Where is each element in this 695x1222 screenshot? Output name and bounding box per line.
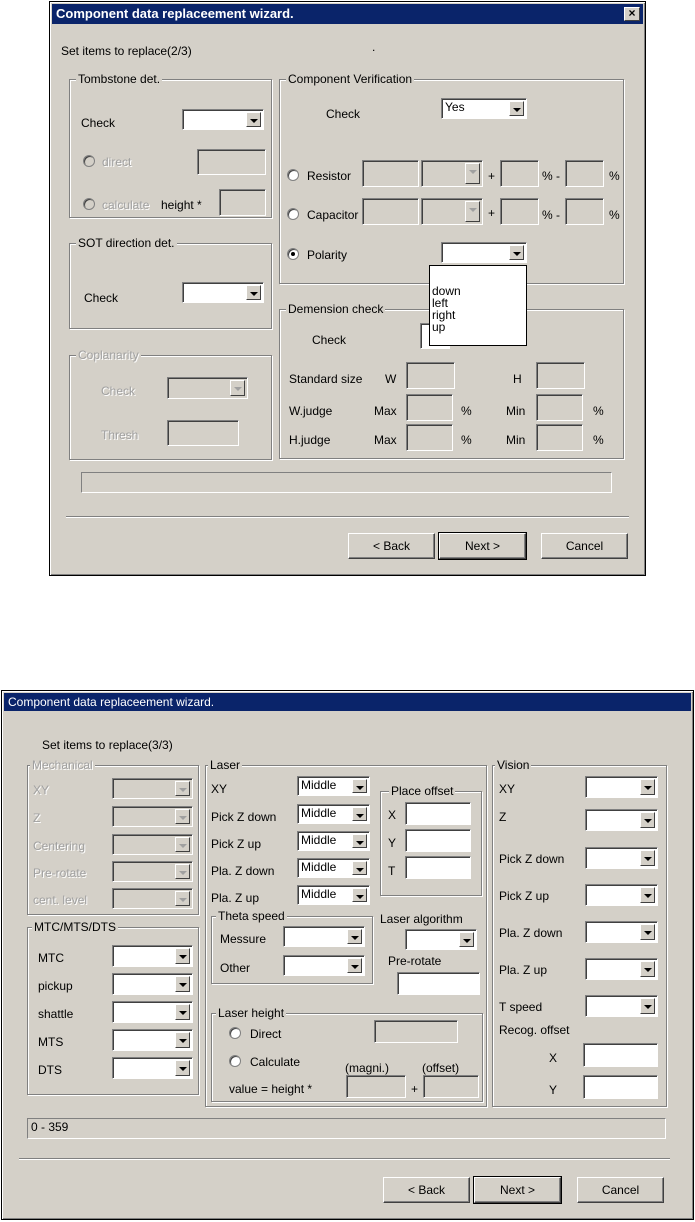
dimension-check-label: Check [312, 333, 347, 347]
mechanical-prerotate-label: Pre-rotate [33, 866, 87, 880]
cancel-button[interactable]: Cancel [541, 533, 628, 559]
vision-pickzdown-combo[interactable] [585, 847, 658, 869]
chevron-down-icon[interactable] [509, 101, 524, 116]
capacitor-minus-label: % - [542, 208, 560, 222]
place-offset-group-title: Place offset [391, 784, 454, 798]
theta-messure-combo[interactable] [283, 926, 365, 947]
chevron-down-icon[interactable] [352, 861, 367, 875]
tombstone-height-label: height * [161, 198, 202, 212]
step-label: Set items to replace(2/3) [61, 44, 192, 58]
chevron-down-icon[interactable] [175, 1004, 190, 1020]
coplanarity-group [69, 348, 272, 460]
tombstone-check-combo[interactable] [182, 109, 264, 130]
tombstone-group [69, 72, 272, 218]
recog-offset-x-input[interactable] [583, 1043, 658, 1067]
capacitor-value-input[interactable] [362, 198, 419, 225]
chevron-down-icon[interactable] [175, 948, 190, 964]
hjudge-min-input[interactable] [536, 424, 583, 451]
laser-height-direct-label: Direct [250, 1027, 282, 1041]
title-bar [4, 693, 691, 711]
tombstone-height-input[interactable] [219, 189, 266, 216]
dts-label: DTS [38, 1063, 62, 1077]
laser-height-plus-label: + [411, 1082, 419, 1096]
verification-check-label: Check [326, 107, 361, 121]
mechanical-xy-combo[interactable] [112, 778, 193, 799]
mechanical-centering-label: Centering [33, 839, 86, 853]
laser-height-direct-input[interactable] [374, 1020, 458, 1043]
laser-plazdown-combo[interactable]: Middle [297, 858, 370, 878]
chevron-down-icon[interactable] [175, 864, 190, 879]
laser-height-group [211, 1006, 483, 1102]
coplanarity-group-title: Coplanarity [78, 348, 139, 362]
vision-pickzup-combo[interactable] [585, 884, 658, 906]
chevron-down-icon[interactable] [352, 834, 367, 848]
step-label: Set items to replace(3/3) [42, 738, 173, 752]
chevron-down-icon[interactable] [465, 201, 480, 222]
resistor-unit-combo[interactable] [421, 160, 483, 187]
polarity-combo[interactable] [441, 242, 527, 263]
resistor-plus-input[interactable] [500, 160, 539, 187]
mtc-group-title: MTC/MTS/DTS [34, 920, 116, 934]
place-offset-t-label: T [388, 864, 396, 878]
chevron-down-icon[interactable] [640, 779, 655, 795]
vision-xy-label: XY [499, 782, 516, 796]
polarity-label: Polarity [307, 248, 348, 262]
vision-group [492, 758, 667, 1107]
capacitor-plus-input[interactable] [500, 198, 539, 225]
capacitor-label: Capacitor [307, 208, 359, 222]
vision-group-title: Vision [497, 758, 530, 772]
laser-xy-combo[interactable]: Middle [297, 776, 370, 796]
recog-offset-y-input[interactable] [583, 1075, 658, 1099]
theta-other-label: Other [220, 961, 251, 975]
mechanical-prerotate-combo[interactable] [112, 861, 193, 882]
vision-tspeed-combo[interactable] [585, 995, 658, 1017]
mechanical-group-title: Mechanical [32, 758, 93, 772]
std-w-input[interactable] [406, 362, 455, 389]
tombstone-direct-input[interactable] [197, 149, 266, 175]
hjudge-label: H.judge [289, 433, 331, 447]
capacitor-unit-combo[interactable] [421, 198, 483, 225]
laser-height-offset-input[interactable] [423, 1075, 479, 1098]
next-button[interactable]: Next > [439, 533, 526, 559]
chevron-down-icon[interactable] [465, 163, 480, 184]
wjudge-max-label: Max [374, 404, 397, 418]
laser-plazup-combo[interactable]: Middle [297, 885, 370, 905]
verification-group-title: Component Verification [288, 72, 413, 86]
divider [19, 1158, 670, 1160]
laser-xy-label: XY [211, 782, 228, 796]
coplanarity-thresh-input[interactable] [167, 420, 239, 446]
coplanarity-thresh-label: Thresh [101, 428, 139, 442]
wjudge-min-label: Min [506, 404, 526, 418]
polarity-option[interactable]: right [432, 308, 456, 322]
mechanical-xy-label: XY [33, 783, 50, 797]
hjudge-max-input[interactable] [406, 424, 453, 451]
mechanical-centlevel-label: cent. level [33, 893, 88, 907]
status-bar [81, 472, 612, 493]
vision-z-label: Z [499, 810, 507, 824]
resistor-minus-input[interactable] [565, 160, 604, 187]
chevron-down-icon[interactable] [347, 929, 362, 944]
chevron-down-icon[interactable] [640, 924, 655, 940]
sot-check-combo[interactable] [182, 282, 264, 303]
chevron-down-icon[interactable] [640, 850, 655, 866]
chevron-down-icon[interactable] [640, 812, 655, 828]
resistor-pct-label: % [609, 169, 620, 183]
std-h-label: H [513, 372, 522, 386]
mtc-label: MTC [38, 951, 64, 965]
recog-offset-y-label: Y [549, 1083, 558, 1097]
wjudge-max-pct: % [461, 404, 472, 418]
chevron-down-icon[interactable] [175, 891, 190, 906]
vision-pickzdown-label: Pick Z down [499, 852, 565, 866]
std-w-label: W [385, 372, 397, 386]
laser-algorithm-label: Laser algorithm [380, 912, 463, 926]
chevron-down-icon[interactable] [246, 112, 261, 127]
recog-offset-label: Recog. offset [499, 1023, 570, 1037]
window-title: Component data replaceement wizard. [8, 695, 215, 709]
theta-other-combo[interactable] [283, 955, 365, 976]
verification-check-combo[interactable]: Yes [441, 98, 527, 119]
resistor-radio[interactable] [287, 169, 299, 181]
chevron-down-icon[interactable] [459, 932, 474, 947]
sot-check-label: Check [84, 291, 119, 305]
vision-pickzup-label: Pick Z up [499, 889, 550, 903]
capacitor-radio[interactable] [287, 208, 299, 220]
std-h-input[interactable] [536, 362, 585, 389]
mtc-combo[interactable] [112, 945, 193, 967]
window-title: Component data replaceement wizard. [56, 6, 294, 21]
laser-height-magni-input[interactable] [346, 1075, 406, 1098]
chevron-down-icon[interactable] [640, 961, 655, 977]
mtc-group [27, 920, 199, 1095]
pickup-label: pickup [38, 979, 73, 993]
place-offset-x-input[interactable] [405, 802, 471, 825]
pre-rotate-label: Pre-rotate [388, 954, 442, 968]
laser-height-calculate-radio[interactable] [229, 1055, 241, 1067]
hjudge-max-label: Max [374, 433, 397, 447]
chevron-down-icon[interactable] [175, 1032, 190, 1048]
wjudge-min-pct: % [593, 404, 604, 418]
laser-group-title: Laser [210, 758, 241, 772]
place-offset-group [380, 784, 482, 896]
place-offset-t-input[interactable] [405, 856, 471, 879]
shattle-combo[interactable] [112, 1001, 193, 1023]
tombstone-group-title: Tombstone det. [78, 72, 161, 86]
laser-pickzup-combo[interactable]: Middle [297, 831, 370, 851]
chevron-down-icon[interactable] [230, 380, 245, 396]
back-button[interactable]: < Back [383, 1177, 470, 1203]
shattle-label: shattle [38, 1007, 74, 1021]
mechanical-centlevel-combo[interactable] [112, 888, 193, 909]
laser-pickzdown-combo[interactable]: Middle [297, 804, 370, 824]
vision-plazdown-label: Pla. Z down [499, 926, 563, 940]
polarity-radio[interactable] [287, 248, 299, 260]
wjudge-max-input[interactable] [406, 394, 453, 421]
wizard-window-step2 [49, 1, 646, 576]
laser-pickzup-label: Pick Z up [211, 837, 262, 851]
resistor-label: Resistor [307, 169, 352, 183]
chevron-down-icon[interactable] [352, 779, 367, 793]
dimension-group-title: Demension check [288, 302, 384, 316]
laser-height-formula-label: value = height * [229, 1082, 313, 1096]
hjudge-min-label: Min [506, 433, 526, 447]
theta-group-title: Theta speed [218, 909, 285, 923]
title-bar [52, 4, 643, 24]
mts-combo[interactable] [112, 1029, 193, 1051]
capacitor-minus-input[interactable] [565, 198, 604, 225]
theta-messure-label: Messure [220, 932, 267, 946]
coplanarity-check-label: Check [101, 384, 136, 398]
chevron-down-icon[interactable] [352, 807, 367, 821]
status-bar: 0 - 359 [27, 1118, 666, 1139]
chevron-down-icon[interactable] [347, 958, 362, 973]
theta-group [211, 909, 373, 984]
laser-algorithm-combo[interactable] [405, 929, 477, 950]
cancel-button[interactable]: Cancel [577, 1177, 664, 1203]
chevron-down-icon[interactable] [640, 998, 655, 1014]
chevron-down-icon[interactable] [175, 781, 190, 796]
laser-height-calculate-label: Calculate [250, 1055, 301, 1069]
sot-group [69, 236, 272, 329]
wjudge-min-input[interactable] [536, 394, 583, 421]
vision-tspeed-label: T speed [499, 1000, 543, 1014]
place-offset-x-label: X [388, 808, 397, 822]
polarity-option[interactable]: up [432, 320, 446, 334]
coplanarity-check-combo[interactable] [167, 377, 248, 399]
resistor-plus-label: + [488, 169, 496, 183]
laser-height-direct-radio[interactable] [229, 1027, 241, 1039]
hjudge-max-pct: % [461, 433, 472, 447]
capacitor-plus-label: + [488, 206, 496, 220]
wizard-window-step3 [1, 690, 694, 1220]
mechanical-z-label: Z [33, 811, 41, 825]
tombstone-direct-radio[interactable] [83, 155, 95, 167]
chevron-down-icon[interactable] [175, 837, 190, 852]
close-icon[interactable]: × [624, 7, 640, 21]
pre-rotate-input[interactable] [397, 972, 480, 995]
mechanical-z-combo[interactable] [112, 806, 193, 827]
wjudge-label: W.judge [289, 404, 333, 418]
place-offset-y-label: Y [388, 836, 397, 850]
mts-label: MTS [38, 1035, 64, 1049]
chevron-down-icon[interactable] [175, 1060, 190, 1076]
chevron-down-icon[interactable] [175, 809, 190, 824]
dts-combo[interactable] [112, 1057, 193, 1079]
laser-plazdown-label: Pla. Z down [211, 864, 275, 878]
vision-plazdown-combo[interactable] [585, 921, 658, 943]
pickup-combo[interactable] [112, 973, 193, 995]
polarity-option[interactable]: down [432, 284, 461, 298]
tombstone-calculate-radio[interactable] [83, 198, 95, 210]
capacitor-pct-label: % [609, 208, 620, 222]
recog-offset-x-label: X [549, 1051, 558, 1065]
chevron-down-icon[interactable] [640, 887, 655, 903]
place-offset-y-input[interactable] [405, 829, 471, 852]
verification-group [279, 72, 624, 284]
resistor-value-input[interactable] [362, 160, 419, 187]
polarity-dropdown-list [429, 265, 527, 346]
vision-plazup-label: Pla. Z up [499, 963, 548, 977]
laser-plazup-label: Pla. Z up [211, 891, 260, 905]
tombstone-check-label: Check [81, 116, 116, 130]
chevron-down-icon[interactable] [246, 285, 261, 300]
tombstone-calculate-label: calculate [102, 198, 150, 212]
laser-height-offset-label: (offset) [422, 1061, 460, 1075]
mechanical-group [27, 758, 199, 915]
laser-height-group-title: Laser height [218, 1006, 285, 1020]
dot-mark: . [372, 40, 376, 54]
mechanical-centering-combo[interactable] [112, 834, 193, 855]
standard-size-label: Standard size [289, 372, 363, 386]
resistor-minus-label: % - [542, 169, 560, 183]
next-button[interactable]: Next > [474, 1177, 561, 1203]
sot-group-title: SOT direction det. [78, 236, 175, 250]
hjudge-min-pct: % [593, 433, 604, 447]
chevron-down-icon[interactable] [509, 245, 524, 260]
vision-plazup-combo[interactable] [585, 958, 658, 980]
chevron-down-icon[interactable] [175, 976, 190, 992]
polarity-option[interactable]: left [432, 296, 449, 310]
back-button[interactable]: < Back [348, 533, 435, 559]
tombstone-direct-label: direct [102, 155, 132, 169]
laser-group [205, 758, 487, 1107]
vision-z-combo[interactable] [585, 809, 658, 831]
laser-pickzdown-label: Pick Z down [211, 810, 277, 824]
vision-xy-combo[interactable] [585, 776, 658, 798]
chevron-down-icon[interactable] [352, 888, 367, 902]
laser-height-magni-label: (magni.) [345, 1061, 390, 1075]
divider [66, 516, 629, 518]
